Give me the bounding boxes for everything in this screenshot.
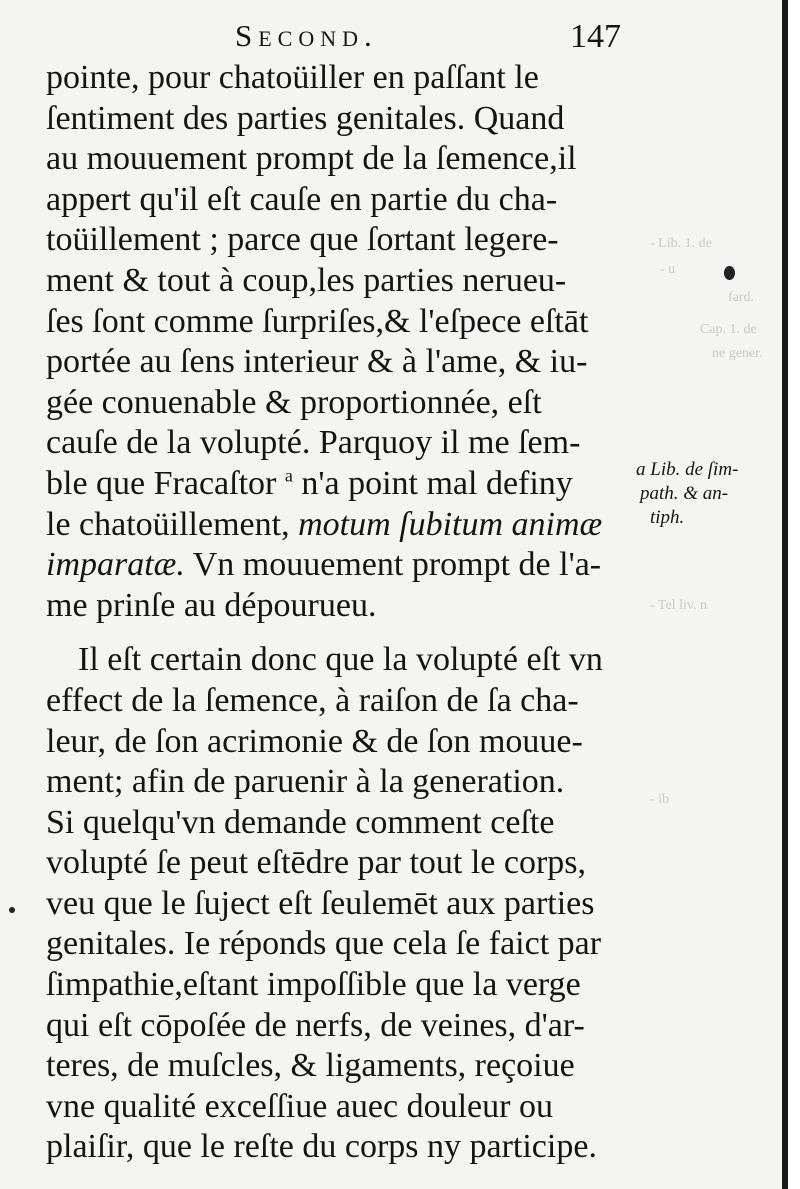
text-line: ſes ſont comme ſurpriſes,& l'eſpece eſtāt — [46, 302, 589, 340]
ink-speck — [9, 907, 15, 913]
marginal-note-line: path. & an- — [640, 483, 729, 504]
text-line: plaiſir, que le reſte du corps ny participe. — [46, 1128, 597, 1166]
text-line — [46, 545, 636, 586]
text-line: ment; afin de paruenir à la generation. — [46, 763, 565, 801]
text-line: au mouuement prompt de la ſemence,il — [46, 140, 577, 178]
bleed-through-text: Cap. 1. de — [700, 322, 757, 337]
text-line: me prinſe au dépourueu. — [46, 586, 377, 624]
text-line: volupté ſe peut eſtēdre par tout le corps, — [46, 844, 587, 882]
text-span: ble que Fracaſtor — [46, 464, 277, 502]
running-head: Second. — [235, 18, 378, 53]
note-reference-mark: a — [284, 465, 293, 486]
page-number: 147 — [570, 18, 621, 55]
bleed-through-text: - Tel liv. n — [650, 598, 707, 613]
latin-quotation: motum ſubitum animæ — [298, 505, 603, 543]
text-line: leur, de ſon acrimonie & de ſon mouue- — [46, 722, 583, 760]
marginal-note — [636, 458, 776, 530]
text-line — [46, 505, 636, 546]
text-span: Vn mouuement prompt de l'a- — [192, 546, 602, 584]
bleed-through-text: - u — [660, 262, 676, 277]
ink-blot — [724, 266, 735, 280]
text-line: cauſe de la volupté. Parquoy il me ſem- — [46, 424, 581, 462]
bleed-through-text: fard. — [728, 290, 755, 305]
text-line — [46, 464, 636, 505]
bleed-through-text: ne gener. — [712, 346, 763, 361]
text-line: ment & tout à coup,les parties nerueu- — [46, 261, 567, 299]
text-line: Si quelqu'vn demande comment ceſte — [46, 803, 555, 841]
text-line: ſimpathie,eſtant impoſſible que la verge — [46, 966, 581, 1004]
text-line: Il eſt certain donc que la volupté eſt vn — [78, 641, 603, 679]
text-line: appert qu'il eſt cauſe en partie du cha- — [46, 180, 558, 218]
marginal-note-line: a Lib. de ſim- — [636, 459, 739, 480]
text-line: teres, de muſcles, & ligaments, reçoiue — [46, 1047, 575, 1085]
marginal-note-line: tiph. — [650, 507, 685, 528]
bleed-through-text: - Lib. 1. de — [650, 236, 712, 251]
text-span: le chatoüillement, — [46, 505, 299, 543]
bleed-through-text: - ib — [650, 792, 670, 807]
text-line: vne qualité exceſſiue auec douleur ou — [46, 1087, 553, 1125]
text-line: ſentiment des parties genitales. Quand — [46, 99, 565, 137]
text-line: toüillement ; parce que ſortant legere- — [46, 221, 559, 259]
text-line: qui eſt cōpoſée de nerfs, de veines, d'ar- — [46, 1006, 585, 1044]
text-span: n'a point mal definy — [301, 464, 573, 502]
paragraph-gap — [46, 626, 636, 640]
text-line: veu que le ſuject eſt ſeulemēt aux parties — [46, 884, 595, 922]
text-line: gée conuenable & proportionnée, eſt — [46, 383, 542, 421]
text-line: pointe, pour chatoüiller en paſſant le — [46, 59, 539, 96]
text-line: genitales. Ie réponds que cela ſe faict par — [46, 925, 602, 963]
text-line: portée au ſens interieur & à l'ame, & iu- — [46, 343, 588, 381]
latin-quotation: imparatæ. — [46, 546, 185, 584]
page-edge-shadow — [782, 0, 800, 1189]
main-text — [46, 58, 636, 1168]
page-header — [50, 12, 630, 62]
text-line: effect de la ſemence, à raiſon de ſa cha- — [46, 681, 579, 719]
